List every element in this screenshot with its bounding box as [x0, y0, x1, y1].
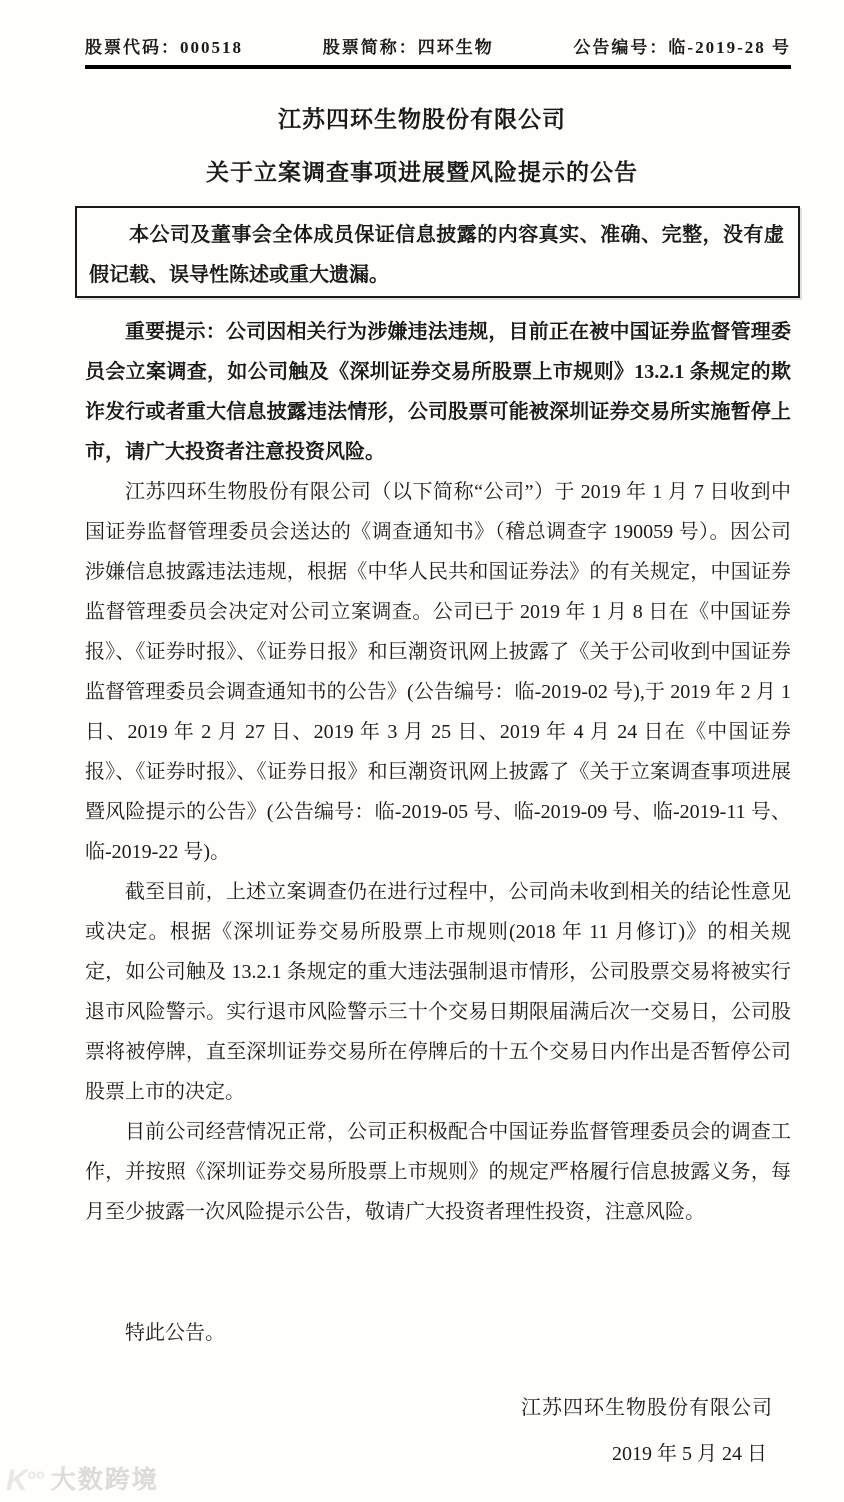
watermark	[6, 1460, 159, 1495]
company-title: 江苏四环生物股份有限公司	[278, 107, 566, 132]
stock-name-label: 股票简称：四环生物	[322, 38, 494, 57]
watermark-text: 大数跨境	[50, 1466, 159, 1494]
body-paragraph-2: 截至目前，上述立案调查仍在进行过程中，公司尚未收到相关的结论性意见或决定。根据《深圳证券交易所股票上市规则(2018 年 11 月修订)》的相关规定，如公司触及 13.2.1 条规定的重大违法强制退市情形，公司股票交易将被实行退市风险警示。实行退市风险警示三十个交易日期限届满后次一交易日，公司股票将被停牌，直至深圳证券交易所在停牌后的十五个交易日内作出是否暂停公司股票上市的决定。	[85, 881, 791, 1103]
closing-statement: 特此公告。	[125, 1322, 225, 1344]
important-notice-paragraph: 重要提示：公司因相关行为涉嫌违法违规，目前正在被中国证券监督管理委员会立案调查，如公司触及《深圳证券交易所股票上市规则》13.2.1 条规定的欺诈发行或者重大信息披露违法情形，公司股票可能被深圳证券交易所实施暂停上市，请广大投资者注意投资风险。	[85, 321, 791, 463]
disclosure-statement-text: 本公司及董事会全体成员保证信息披露的内容真实、准确、完整，没有虚假记载、误导性陈述或重大遗漏。	[89, 224, 784, 286]
watermark-logo-icon: $K^{oo}$	[6, 1464, 45, 1497]
signature-company: 江苏四环生物股份有限公司	[521, 1397, 773, 1419]
body-paragraph-1: 江苏四环生物股份有限公司（以下简称“公司”）于 2019 年 1 月 7 日收到中国证券监督管理委员会送达的《调查通知书》（稽总调查字 190059 号）。因公司涉嫌信息披露违法违规，根据《中华人民共和国证券法》的有关规定，中国证券监督管理委员会决定对公司立案调查。公司已于 2019 年 1 月 8 日在《中国证券报》、《证券时报》、《证券日报》和巨潮资讯网上披露了《关于公司收到中国证券监督管理委员会调查通知书的公告》(公告编号：临-2019-02 号),于 2019 年 2 月 1 日、2019 年 2 月 27 日、2019 年 3 月 25 日、2019 年 4 月 24 日在《中国证券报》、《证券时报》、《证券日报》和巨潮资讯网上披露了《关于立案调查事项进展暨风险提示的公告》(公告编号：临-2019-05 号、临-2019-09 号、临-2019-11 号、临-2019-22 号)。	[85, 481, 791, 863]
announcement-number-label: 公告编号：临-2019-28 号	[573, 38, 791, 57]
body-paragraph-3: 目前公司经营情况正常，公司正积极配合中国证券监督管理委员会的调查工作，并按照《深圳证券交易所股票上市规则》的规定严格履行信息披露义务，每月至少披露一次风险提示公告，敬请广大投资者理性投资，注意风险。	[85, 1121, 791, 1223]
announcement-body	[85, 312, 791, 1232]
stock-code-label: 股票代码：000518	[85, 38, 243, 57]
stock-info-header	[85, 33, 791, 69]
disclosure-statement-box	[75, 206, 800, 298]
announcement-title: 关于立案调查事项进展暨风险提示的公告	[206, 160, 638, 185]
signature-date: 2019 年 5 月 24 日	[612, 1443, 767, 1465]
